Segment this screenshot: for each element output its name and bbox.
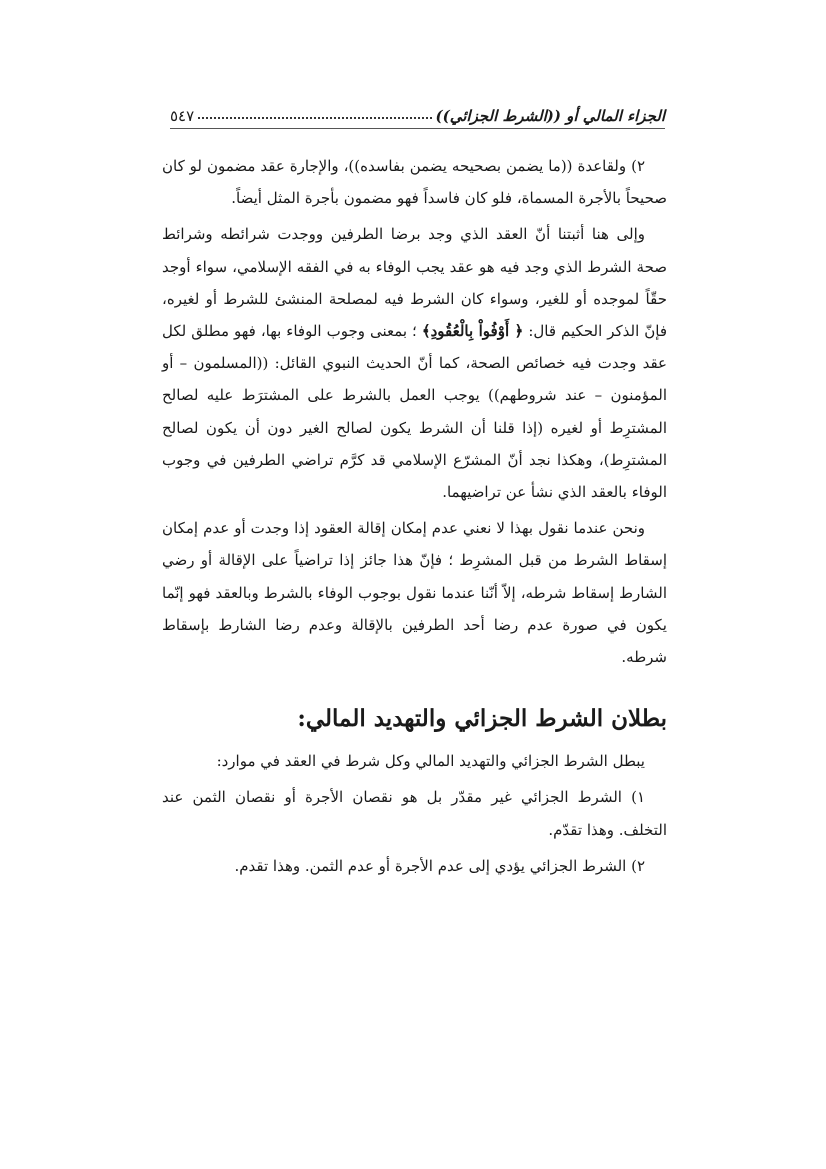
paragraph-2-text-after: ؛ بمعنى وجوب الوفاء بها، فهو مطلق لكل عقد وجدت فيه خصائص الصحة، كما أنّ الحديث النبوي القائل: ((المسلمون – أو المؤمنون – عند شروطهم)) يوجب العمل بالشرط على المشترَط عليه لصالح المشترِط أو لغيره (إذا قلنا أن الشرط يكون لصالح الغير دون أن يكون لصالح المشترِط)، وهكذا نجد أنّ المشرّع الإسلامي قد كرَّم تراضي الطرفين في وجوب الوفاء بالعقد الذي نشأ عن تراضيهما. bbox=[162, 322, 667, 502]
running-title: الجزاء المالي أو ((الشرط الجزائي)) bbox=[435, 107, 665, 125]
page-number: ٥٤٧ bbox=[170, 107, 195, 125]
paragraph-3: ونحن عندما نقول بهذا لا نعني عدم إمكان إقالة العقود إذا وجدت أو عدم إمكان إسقاط الشرط من قبل المشرِط ؛ فإنّ هذا جائز إذا تراضياً على الإقالة أو رضي الشارط إسقاط شرطه، إلاّ أنّنا عندما نقول بوجوب الوفاء بالشرط وبالعقد فهو إنّما يكون في صورة عدم رضا أحد الطرفين بالإقالة وعدم رضا الشارط بإسقاط شرطه. bbox=[162, 519, 667, 667]
leader-dots bbox=[198, 116, 431, 119]
quran-quote: ﴿ أَوْفُواْ بِالْعُقُودِ﴾ bbox=[421, 322, 524, 341]
paragraph-4: يبطل الشرط الجزائي والتهديد المالي وكل شرط في العقد في موارد: bbox=[216, 752, 645, 771]
paragraph-2 bbox=[162, 218, 667, 508]
body-text bbox=[162, 150, 667, 886]
section-heading: بطلان الشرط الجزائي والتهديد المالي: bbox=[297, 705, 667, 733]
list-item-1: ١) الشرط الجزائي غير مقدّر بل هو نقصان الأجرة أو نقصان الثمن عند التخلف. وهذا تقدّم. bbox=[162, 788, 667, 839]
paragraph-2-text-before: وإلى هنا أثبتنا أنّ العقد الذي وجد برضا الطرفين ووجدت شرائطه وشرائط صحة الشرط الذي وجد فيه هو عقد يجب الوفاء به في الفقه الإسلامي، سواء أوجد حقّاً لموجده أو للغير، وسواء كان الشرط فيه لمصلحة المنشئ للشرط أو لغيره، فإنّ الذكر الحكيم قال: bbox=[162, 225, 667, 341]
paragraph-1: ٢) ولقاعدة ((ما يضمن بصحيحه يضمن بفاسده))، والإجارة عقد مضمون لو كان صحيحاً بالأجرة المسماة، فلو كان فاسداً فهو مضمون بأجرة المثل أيضاً. bbox=[162, 157, 667, 208]
header-divider bbox=[170, 128, 665, 129]
running-header bbox=[170, 95, 665, 125]
list-item-2: ٢) الشرط الجزائي يؤدي إلى عدم الأجرة أو عدم الثمن. وهذا تقدم. bbox=[234, 856, 645, 875]
